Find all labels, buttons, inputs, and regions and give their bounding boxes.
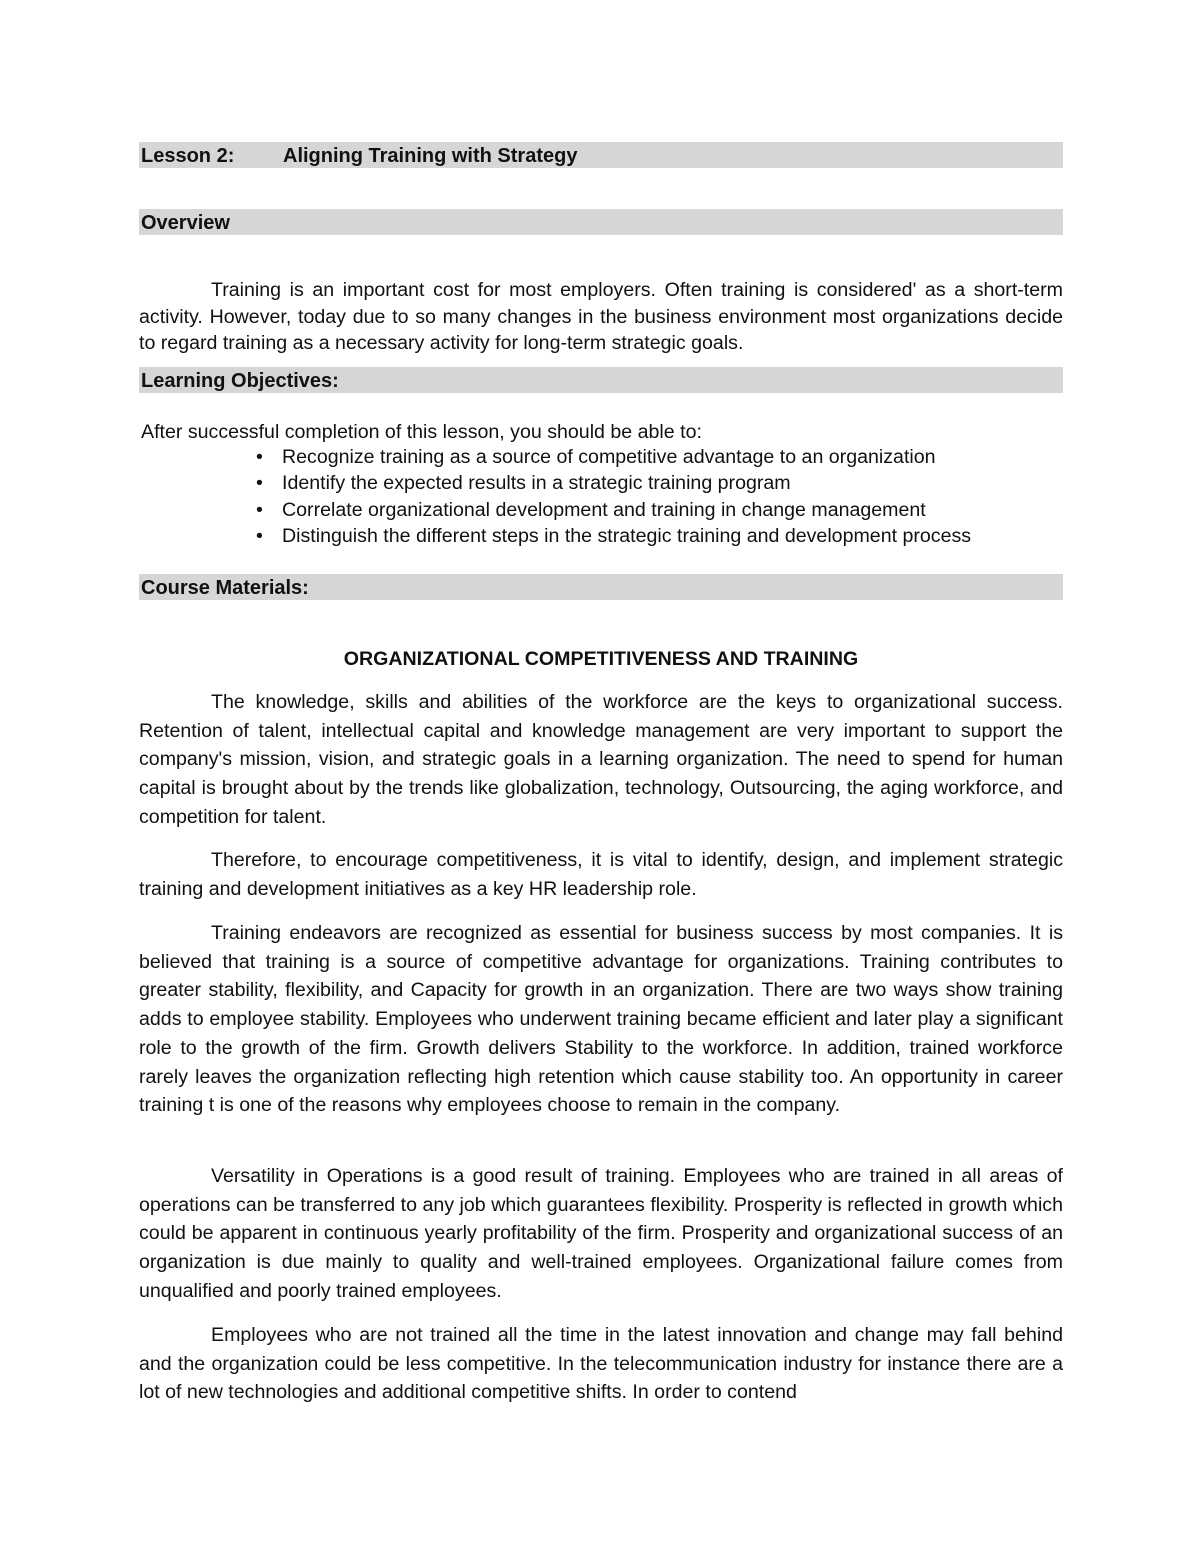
body-paragraph: Employees who are not trained all the time in the latest innovation and change may fall behind and the organization could be less competitive. In the telecommunication industry for instance there are a lot of new technologies and additional competitive shifts. In order to contend xyxy=(139,1324,1063,1404)
lesson-number: Lesson 2: xyxy=(141,145,235,167)
list-item: • Identify the expected results in a strategic training program xyxy=(139,470,971,496)
bullet-icon: • xyxy=(256,472,263,495)
objectives-list xyxy=(139,444,971,549)
course-materials-heading: Course Materials: xyxy=(139,574,1063,600)
bullet-icon: • xyxy=(256,524,263,547)
bullet-icon: • xyxy=(256,446,263,468)
lesson-heading xyxy=(139,142,1063,168)
bullet-icon: • xyxy=(256,498,263,521)
overview-paragraph: Training is an important cost for most employers. Often training is considered' as a short-term activity. However, today due to so many changes in the business environment most organizations decide to regard training as a necessary activity for long-term strategic goals. xyxy=(139,279,1063,354)
objectives-intro: After successful completion of this lesson, you should be able to: xyxy=(141,421,702,443)
body-paragraph: Versatility in Operations is a good result of training. Employees who are trained in all areas of operations can be transferred to any job which guarantees flexibility. Prosperity is reflected in growth which could be apparent in continuous yearly profitability of the firm. Prosperity and organizational success of an organization is due mainly to quality and well-trained employees. Organizational failure comes from unqualified and poorly trained employees. xyxy=(139,1165,1063,1302)
section-title: ORGANIZATIONAL COMPETITIVENESS AND TRAINING xyxy=(343,648,859,670)
body-paragraph: The knowledge, skills and abilities of the workforce are the keys to organizational success. Retention of talent, intellectual capital and knowledge management are very important to support the company's mission, vision, and strategic goals in a learning organization. The need to spend for human capital is brought about by the trends like globalization, technology, Outsourcing, the aging workforce, and competition for talent. xyxy=(139,691,1063,828)
body-paragraph: Therefore, to encourage competitiveness, it is vital to identify, design, and implement strategic training and development initiatives as a key HR leadership role. xyxy=(139,849,1063,900)
list-item: • Distinguish the different steps in the strategic training and development process xyxy=(139,523,971,549)
lesson-title: Aligning Training with Strategy xyxy=(283,145,578,167)
body-paragraph: Training endeavors are recognized as essential for business success by most companies. It is believed that training is a source of competitive advantage for organizations. Training contributes to greater stability, flexibility, and Capacity for growth in an organization. There are two ways show training adds to employee stability. Employees who underwent training became efficient and later play a significant role to the growth of the firm. Growth delivers Stability to the workforce. In addition, trained workforce rarely leaves the organization reflecting high retention which cause stability too. An opportunity in career training t is one of the reasons why employees choose to remain in the company. xyxy=(139,922,1063,1117)
learning-objectives-heading: Learning Objectives: xyxy=(139,367,1063,393)
list-item: • Recognize training as a source of competitive advantage to an organization xyxy=(139,444,971,470)
overview-heading: Overview xyxy=(139,209,1063,235)
list-item: • Correlate organizational development and training in change management xyxy=(139,497,971,523)
